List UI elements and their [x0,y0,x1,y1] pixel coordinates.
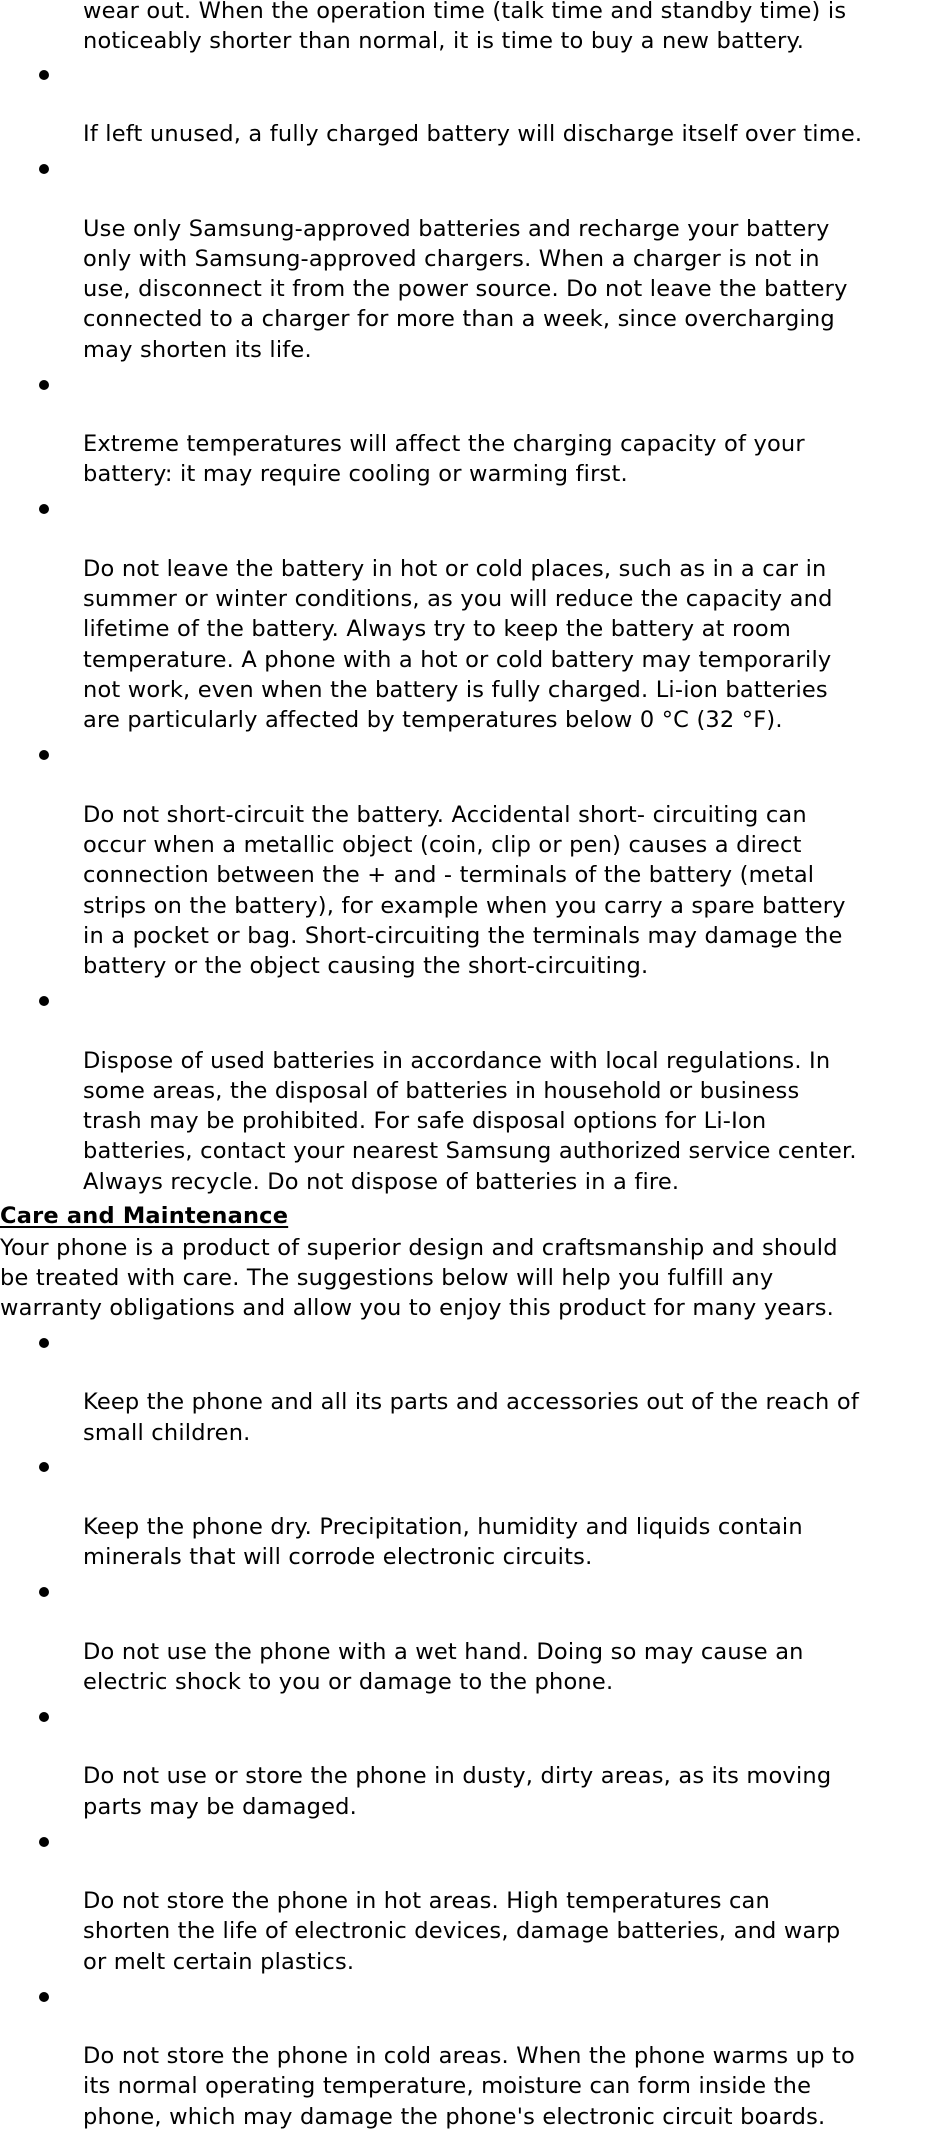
bullet-icon [39,1587,49,1597]
care-bullet-list [0,1327,946,2132]
list-item [0,739,946,981]
section-intro-text: Your phone is a product of superior design and craftsmanship and should be treated with care. The suggestions below will help you fulfill any warranty obligations and allow you to enjoy this product for many years. [0,1234,838,1322]
bullet-icon [39,70,49,80]
list-item-text: Extreme temperatures will affect the charging capacity of your battery: it may require cooling or warming first. [83,431,805,488]
list-item-text: Keep the phone and all its parts and accessories out of the reach of small children. [83,1389,859,1446]
bullet-icon [39,380,49,390]
bullet-icon [39,504,49,514]
list-item [0,1826,946,1977]
list-item-text: Do not leave the battery in hot or cold places, such as in a car in summer or winter conditions, as you will reduce the capacity and lifetime of the battery. Always try to keep the battery at room temperature. A phone with a hot or cold battery may temporarily not work, even when the battery is fully charged. Li-ion batteries are particularly affected by temperatures below 0 °C (32 °F). [83,555,833,734]
list-item-text: Do not store the phone in hot areas. High temperatures can shorten the life of electronic devices, damage batteries, and warp or melt certain plastics. [83,1888,841,1975]
list-item-text: Use only Samsung-approved batteries and recharge your battery only with Samsung-approved chargers. When a charger is not in use, disconnect it from the power source. Do not leave the battery connected to a charger for more than a week, since overcharging may shorten its life. [83,215,848,363]
list-item-text: Do not use the phone with a wet hand. Doing so may cause an electric shock to you or damage to the phone. [83,1638,804,1696]
list-item [0,1451,946,1572]
section-heading: Care and Maintenance [0,1202,289,1229]
bullet-icon [39,1712,49,1722]
bullet-icon [39,750,49,760]
list-item-text: If left unused, a fully charged battery will discharge itself over time. [83,121,863,148]
list-item [0,59,946,150]
list-item [0,1576,946,1697]
bullet-icon [39,1837,49,1847]
list-item [0,1981,946,2132]
list-item-text: Do not short-circuit the battery. Accidental short- circuiting can occur when a metallic object (coin, clip or pen) causes a direct connection between the + and - terminals of the battery (metal strips on the battery), for example when you carry a spare battery in a pocket or bag. Short-circuiting the terminals may damage the battery or the object causing the short-circuiting. [83,801,846,980]
list-item [0,369,946,490]
battery-bullet-list [0,59,946,1197]
bullet-icon [39,164,49,174]
list-item [0,1701,946,1822]
list-item [0,1327,946,1448]
list-item-text: Do not use or store the phone in dusty, dirty areas, as its moving parts may be damaged. [83,1763,832,1820]
bullet-icon [39,1462,49,1472]
list-item [0,985,946,1197]
list-item [0,153,946,365]
list-item-text: Do not store the phone in cold areas. When the phone warms up to its normal operating temperature, moisture can form inside the phone, which may damage the phone's electronic circuit boards. [83,2043,855,2130]
bullet-icon [39,1992,49,2002]
list-item-text: Keep the phone dry. Precipitation, humidity and liquids contain minerals that will corrode electronic circuits. [83,1514,803,1571]
list-item-text: Dispose of used batteries in accordance with local regulations. In some areas, the disposal of batteries in household or business trash may be prohibited. For safe disposal options for Li-Ion batteries, contact your nearest Samsung authorized service center. Always recycle. Do not dispose of batteries in a fire. [83,1047,857,1195]
list-item [0,493,946,735]
bullet-icon [39,1338,49,1348]
battery-continuation-text: wear out. When the operation time (talk time and standby time) is noticeably shorter than normal, it is time to buy a new battery. [83,0,847,55]
bullet-icon [39,996,49,1006]
